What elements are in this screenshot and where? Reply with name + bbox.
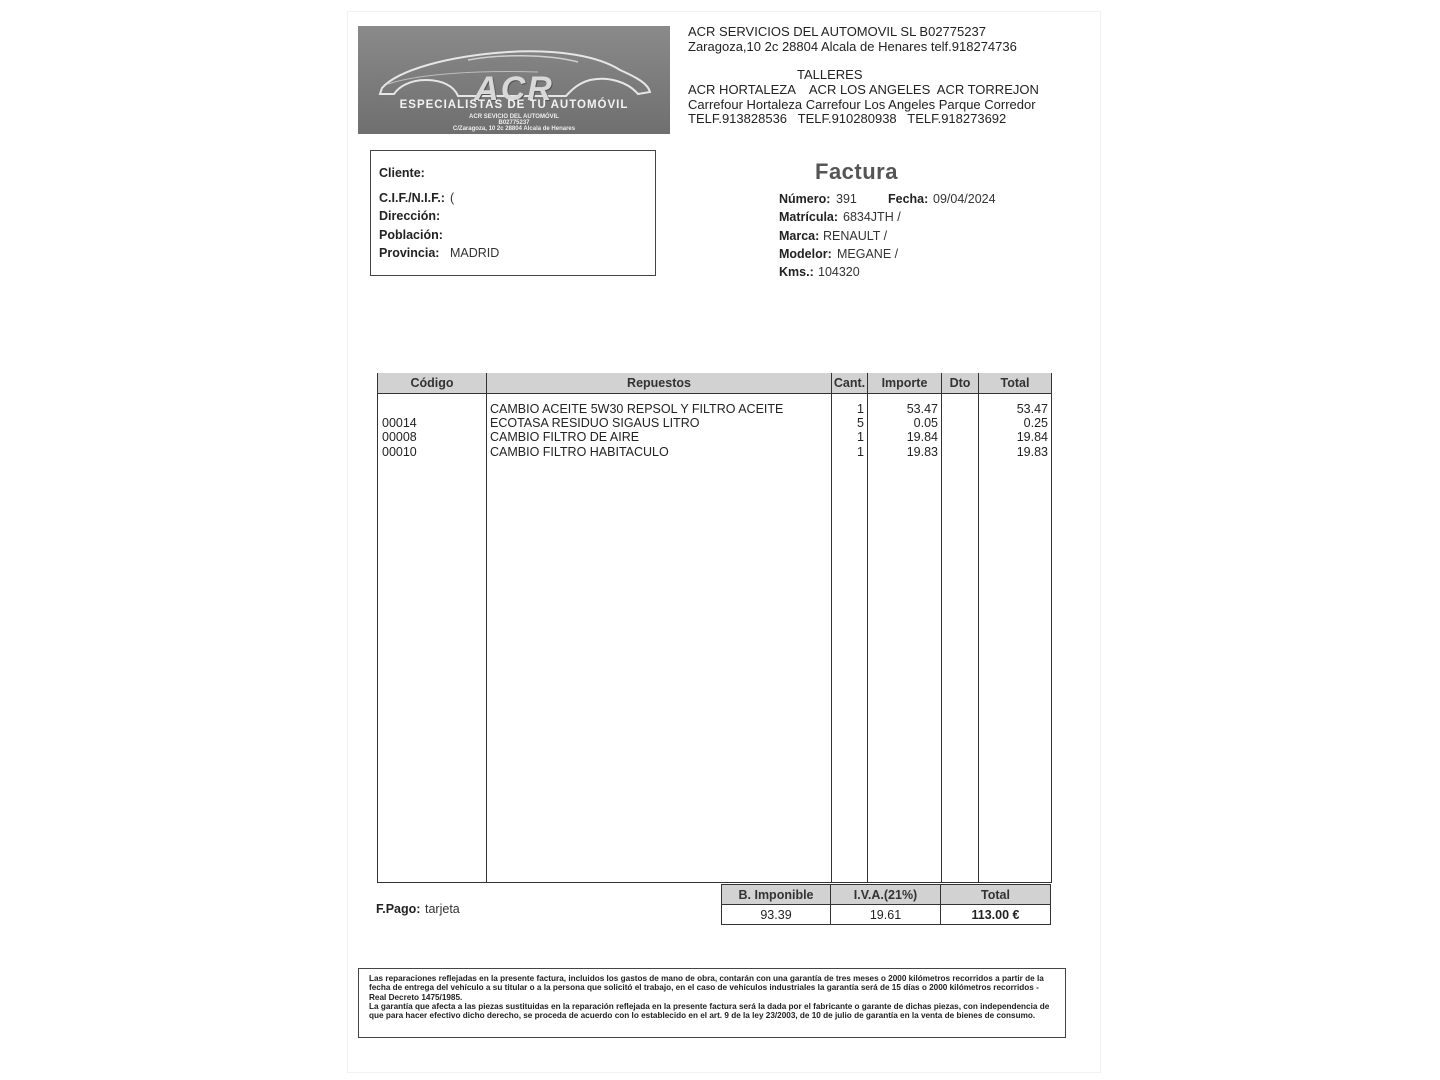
- cif-value: (: [450, 191, 455, 205]
- row-1-cant: 1: [857, 402, 864, 416]
- column-divider: [486, 373, 487, 883]
- row-4-cant: 1: [857, 445, 864, 459]
- kms-value: 104320: [818, 265, 860, 279]
- company-logo: [358, 26, 670, 134]
- company-name: ACR SERVICIOS DEL AUTOMOVIL SL B02775237: [688, 24, 986, 39]
- iva-value: 19.61: [830, 904, 941, 925]
- direccion-label: Dirección:: [379, 209, 441, 223]
- legal-parts-text: La garantía que afecta a las piezas sustituidas en la reparación reflejada en la presente factura será la dada por el fabricante o garante de dichas piezas, con independencia de que para hacer efectivo dicho derecho, se proceda de acuerdo con lo establecido en el art. 9 de la ley 23/2003, de 10 de julio de garantía en la venta de bienes de consumo.: [369, 1001, 1050, 1021]
- row-1-total: 53.47: [1016, 402, 1048, 416]
- header-total: Total: [979, 373, 1051, 394]
- modelo-value: MEGANE /: [837, 247, 899, 261]
- logo-slogan: ESPECIALISTAS DE TU AUTOMÓVIL: [399, 99, 629, 111]
- row-2-total: 0.25: [1023, 416, 1048, 430]
- poblacion-label: Población:: [379, 228, 443, 242]
- payment-value: tarjeta: [425, 902, 460, 916]
- row-3-descripcion: CAMBIO FILTRO DE AIRE: [490, 430, 640, 444]
- cliente-label: Cliente:: [379, 166, 425, 180]
- marca-label: Marca:: [779, 229, 820, 243]
- document-title: Factura: [815, 159, 898, 184]
- fecha-value: 09/04/2024: [933, 192, 996, 206]
- provincia-value: MADRID: [450, 246, 500, 260]
- legal-warranty-text: Las reparaciones reflejadas en la presente factura, incluidos los gastos de mano de obra, contarán con una garantía de tres meses o 2000 kilómetros recorridos a partir de la fecha de entrega del vehículo a su titular o a la persona que solicitó el trabajo, en el caso de vehículos industriales la garantía será de 15 días o 2000 kilómetros recorridos -Real Decreto 1475/1985.: [369, 974, 1044, 1002]
- row-2-codigo: 00014: [382, 416, 417, 430]
- row-4-codigo: 00010: [382, 445, 417, 459]
- modelo-label: Modelor:: [779, 247, 832, 261]
- provincia-label: Provincia:: [379, 246, 440, 260]
- logo-company-name: ACR SEVICIO DEL AUTOMÓVIL: [469, 114, 559, 120]
- header-importe: Importe: [868, 373, 941, 394]
- talleres-title: TALLERES: [797, 67, 863, 82]
- total-value: 113.00 €: [940, 904, 1051, 925]
- legal-notice: [358, 968, 1066, 1038]
- row-3-importe: 19.84: [906, 430, 938, 444]
- row-3-cant: 1: [857, 430, 864, 444]
- numero-value: 391: [836, 192, 857, 206]
- row-1-descripcion: CAMBIO ACEITE 5W30 REPSOL Y FILTRO ACEITE: [490, 402, 784, 416]
- row-4-total: 19.83: [1016, 445, 1048, 459]
- payment-label: F.Pago:: [376, 902, 421, 916]
- matricula-label: Matrícula:: [779, 210, 839, 224]
- base-imponible-header: B. Imponible: [721, 884, 831, 905]
- row-4-importe: 19.83: [906, 445, 938, 459]
- numero-label: Número:: [779, 192, 831, 206]
- header-cant: Cant.: [832, 373, 867, 394]
- column-divider: [941, 373, 942, 883]
- row-3-codigo: 00008: [382, 430, 417, 444]
- header-repuestos: Repuestos: [487, 373, 831, 394]
- base-imponible-value: 93.39: [721, 904, 831, 925]
- logo-cif: B02775237: [498, 120, 530, 126]
- row-2-cant: 5: [857, 416, 864, 430]
- row-4-descripcion: CAMBIO FILTRO HABITACULO: [490, 445, 669, 459]
- row-1-importe: 53.47: [906, 402, 938, 416]
- items-table: [377, 373, 1052, 883]
- workshops-names: ACR HORTALEZA ACR LOS ANGELES ACR TORREJON: [688, 82, 1039, 97]
- row-2-importe: 0.05: [913, 416, 938, 430]
- logo-address: C/Zaragoza, 10 2c 28804 Alcala de Henares: [452, 126, 576, 132]
- iva-header: I.V.A.(21%): [830, 884, 941, 905]
- row-3-total: 19.84: [1016, 430, 1048, 444]
- logo-brand: ACR: [474, 70, 554, 108]
- kms-label: Kms.:: [779, 265, 814, 279]
- workshops-phones: TELF.913828536 TELF.910280938 TELF.918273692: [688, 111, 1007, 126]
- row-2-descripcion: ECOTASA RESIDUO SIGAUS LITRO: [490, 416, 700, 430]
- workshops-locations: Carrefour Hortaleza Carrefour Los Angeles Parque Corredor: [688, 97, 1036, 112]
- matricula-value: 6834JTH /: [843, 210, 901, 224]
- company-address: Zaragoza,10 2c 28804 Alcala de Henares telf.918274736: [688, 39, 1017, 54]
- total-header: Total: [940, 884, 1051, 905]
- fecha-label: Fecha:: [888, 192, 929, 206]
- header-codigo: Código: [378, 373, 486, 394]
- cif-label: C.I.F./N.I.F.:: [379, 191, 445, 205]
- header-dto: Dto: [942, 373, 978, 394]
- marca-value: RENAULT /: [823, 229, 888, 243]
